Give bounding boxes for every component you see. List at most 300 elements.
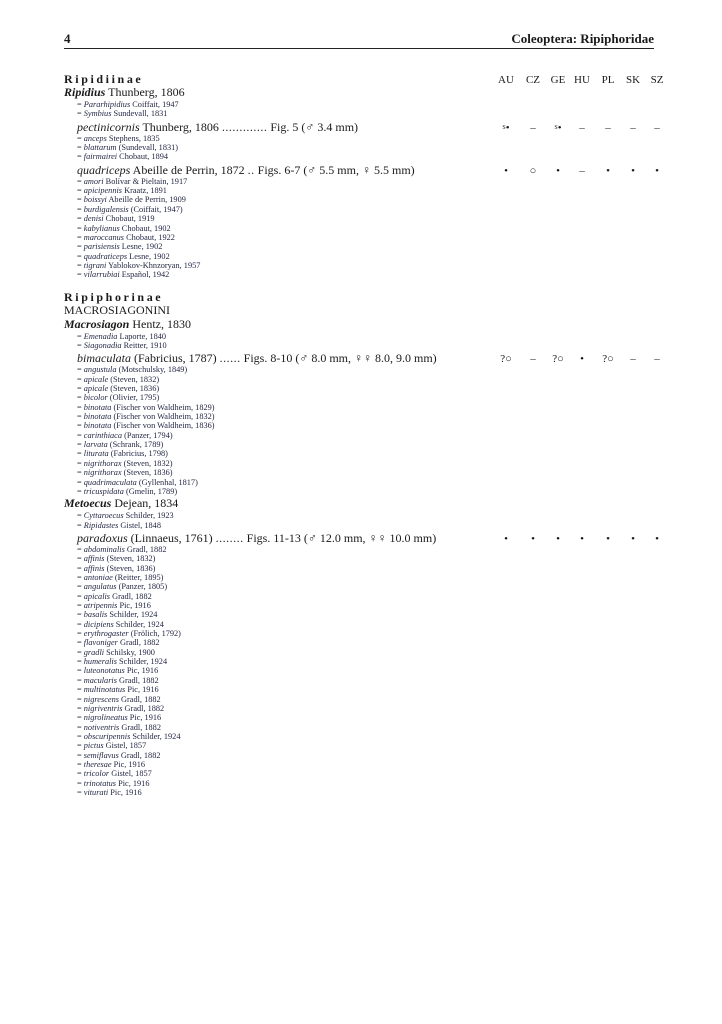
synonym-name: Ripidastes bbox=[83, 520, 119, 530]
synonym-author: Pic, 1916 bbox=[125, 685, 159, 695]
country-column-header: SZ bbox=[650, 74, 664, 86]
synonym-name: apicipennis bbox=[83, 186, 123, 196]
distribution-cell: – bbox=[579, 121, 585, 134]
synonym-marker: = bbox=[77, 214, 84, 224]
genus-name: Ripidius bbox=[64, 85, 106, 99]
species-synonym bbox=[77, 573, 163, 582]
header-rule bbox=[64, 48, 654, 49]
synonym-marker: = bbox=[77, 722, 84, 732]
synonym-marker: = bbox=[77, 340, 84, 350]
distribution-cell: • bbox=[556, 532, 560, 545]
country-column-header: GE bbox=[550, 74, 566, 86]
species-synonym bbox=[77, 760, 145, 769]
synonym-marker: = bbox=[77, 741, 84, 751]
synonym-marker: = bbox=[77, 750, 84, 760]
synonym-author: (Motschulsky, 1849) bbox=[116, 365, 188, 375]
synonym-name: theresae bbox=[83, 759, 112, 769]
synonym-marker: = bbox=[77, 260, 84, 270]
species-synonym bbox=[77, 592, 152, 601]
distribution-cell: – bbox=[530, 121, 536, 134]
synonym-marker: = bbox=[77, 232, 84, 242]
species-synonym bbox=[77, 478, 198, 487]
species-synonym bbox=[77, 205, 183, 214]
genus-heading bbox=[64, 317, 191, 332]
genus-synonym bbox=[77, 109, 167, 118]
synonym-marker: = bbox=[77, 143, 84, 153]
species-synonym bbox=[77, 412, 215, 421]
synonym-marker: = bbox=[77, 133, 84, 143]
synonym-name: nigrithorax bbox=[83, 458, 122, 468]
synonym-marker: = bbox=[77, 100, 84, 109]
distribution-cell: • bbox=[655, 164, 659, 177]
synonym-name: notiventris bbox=[83, 722, 120, 732]
synonym-marker: = bbox=[77, 610, 84, 620]
distribution-cell: – bbox=[654, 121, 660, 134]
country-column-header: PL bbox=[601, 74, 615, 86]
species-synonym bbox=[77, 440, 163, 449]
species-synonym bbox=[77, 732, 180, 741]
synonym-author: Laporte, 1840 bbox=[117, 331, 167, 341]
genus-heading bbox=[64, 85, 185, 100]
synonym-author: (Steven, 1836) bbox=[121, 468, 173, 478]
synonym-marker: = bbox=[77, 486, 84, 496]
species-synonym bbox=[77, 601, 151, 610]
synonym-marker: = bbox=[77, 458, 84, 468]
tribe-heading: MACROSIAGONINI bbox=[64, 302, 171, 317]
synonym-author: (Steven, 1832) bbox=[108, 374, 160, 384]
synonym-name: angustula bbox=[83, 365, 117, 375]
country-column-header: CZ bbox=[525, 74, 541, 86]
synonym-name: viturati bbox=[83, 788, 109, 797]
distribution-cell: – bbox=[630, 121, 636, 134]
page-number: 4 bbox=[64, 31, 71, 46]
synonym-author: (Reitter, 1895) bbox=[112, 572, 164, 582]
synonym-marker: = bbox=[77, 374, 84, 384]
synonym-author: Pic, 1916 bbox=[124, 666, 159, 676]
species-synonym bbox=[77, 242, 162, 251]
species-author: Abeille de Perrin, 1872 bbox=[130, 162, 248, 177]
synonym-marker: = bbox=[77, 477, 84, 487]
species-synonym bbox=[77, 779, 149, 788]
synonym-author: (Olivier, 1795) bbox=[107, 393, 160, 403]
species-synonym bbox=[77, 431, 173, 440]
distribution-cell: ?○ bbox=[602, 353, 614, 366]
species-synonym bbox=[77, 270, 169, 279]
synonym-author: Chobaut, 1894 bbox=[117, 152, 169, 162]
synonym-marker: = bbox=[77, 544, 84, 554]
synonym-name: liturata bbox=[83, 449, 109, 459]
distribution-cell: • bbox=[655, 532, 659, 545]
synonym-name: vilarrubiai bbox=[83, 270, 120, 280]
synonym-name: erythrogaster bbox=[83, 629, 129, 639]
synonym-marker: = bbox=[77, 769, 84, 779]
synonym-name: apicalis bbox=[83, 591, 111, 601]
distribution-cell: ○ bbox=[529, 164, 537, 177]
synonym-author: Pic, 1916 bbox=[108, 788, 142, 797]
synonym-name: apicale bbox=[83, 384, 109, 393]
species-synonym bbox=[77, 143, 178, 152]
page-header-title: Coleoptera: Ripiphoridae bbox=[511, 31, 654, 46]
species-synonym bbox=[77, 685, 159, 694]
species-author: (Linnaeus, 1761) bbox=[127, 530, 216, 545]
distribution-cell: • bbox=[631, 164, 635, 177]
species-synonym bbox=[77, 468, 173, 477]
synonym-marker: = bbox=[77, 703, 84, 713]
synonym-name: maroccanus bbox=[83, 232, 125, 242]
synonym-author: (Fischer von Waldheim, 1829) bbox=[111, 402, 215, 412]
synonym-name: basalis bbox=[83, 610, 108, 620]
synonym-marker: = bbox=[77, 393, 84, 403]
synonym-author: Schilder, 1924 bbox=[116, 657, 168, 667]
genus-synonym bbox=[77, 511, 174, 520]
distribution-cell: ?○ bbox=[500, 353, 512, 366]
synonym-marker: = bbox=[77, 675, 84, 685]
synonym-marker: = bbox=[77, 384, 84, 393]
species-entry bbox=[77, 163, 415, 178]
country-column-header: HU bbox=[574, 74, 590, 86]
species-synonym bbox=[77, 741, 146, 750]
synonym-name: carinthiaca bbox=[83, 430, 123, 440]
synonym-name: fairmairei bbox=[83, 152, 118, 162]
synonym-author: (Gyllenhal, 1817) bbox=[136, 477, 198, 487]
synonym-marker: = bbox=[77, 657, 84, 667]
species-synonym bbox=[77, 713, 161, 722]
synonym-author: (Schrank, 1789) bbox=[107, 440, 164, 450]
synonym-name: trinotatus bbox=[83, 778, 117, 788]
species-synonym bbox=[77, 545, 167, 554]
synonym-name: nigrithorax bbox=[83, 468, 122, 478]
synonym-name: Emenadia bbox=[83, 331, 118, 341]
distribution-cell: $^S$• bbox=[502, 121, 510, 134]
synonym-name: kabylianus bbox=[83, 223, 120, 233]
species-name: paradoxus bbox=[77, 530, 128, 545]
figure-reference: Figs. 8-10 (♂ 8.0 mm, ♀♀ 8.0, 9.0 mm) bbox=[240, 351, 437, 366]
synonym-author: Pic, 1916 bbox=[116, 778, 150, 788]
synonym-author: Gradl, 1882 bbox=[116, 675, 159, 685]
species-synonym bbox=[77, 788, 142, 797]
synonym-name: flavoniger bbox=[83, 638, 118, 648]
synonym-marker: = bbox=[77, 619, 84, 629]
synonym-marker: = bbox=[77, 638, 84, 648]
synonym-marker: = bbox=[77, 666, 84, 676]
synonym-marker: = bbox=[77, 402, 84, 412]
distribution-cell: • bbox=[504, 164, 508, 177]
synonym-name: quadrimaculata bbox=[83, 477, 137, 487]
figure-reference: Fig. 5 (♂ 3.4 mm) bbox=[267, 119, 359, 134]
synonym-author: (Fabricius, 1798) bbox=[108, 449, 168, 459]
country-column-header: AU bbox=[498, 74, 514, 86]
species-synonym bbox=[77, 648, 155, 657]
synonym-marker: = bbox=[77, 176, 84, 186]
synonym-author: Kraatz, 1891 bbox=[122, 186, 167, 196]
species-synonym bbox=[77, 554, 155, 563]
distribution-cell: • bbox=[606, 532, 610, 545]
synonym-marker: = bbox=[77, 421, 84, 431]
species-name: quadriceps bbox=[77, 162, 131, 177]
synonym-name: affinis bbox=[83, 563, 105, 573]
species-synonym bbox=[77, 375, 159, 384]
synonym-author: (Steven, 1832) bbox=[121, 458, 173, 468]
synonym-author: Chobaut, 1922 bbox=[124, 232, 175, 242]
leader-dots: ........ bbox=[215, 530, 244, 545]
species-synonym bbox=[77, 195, 186, 204]
species-synonym bbox=[77, 177, 187, 186]
synonym-author: Gradl, 1882 bbox=[122, 703, 165, 713]
species-synonym bbox=[77, 393, 159, 402]
synonym-marker: = bbox=[77, 591, 84, 601]
distribution-cell: – bbox=[579, 164, 585, 177]
synonym-name: affinis bbox=[83, 554, 105, 564]
synonym-author: (Steven, 1832) bbox=[104, 554, 156, 564]
synonym-marker: = bbox=[77, 195, 84, 205]
synonym-name: amori bbox=[83, 176, 104, 186]
synonym-name: boissyi bbox=[83, 195, 107, 205]
distribution-cell: – bbox=[530, 353, 536, 366]
species-synonym bbox=[77, 638, 160, 647]
distribution-cell: – bbox=[605, 121, 611, 134]
synonym-marker: = bbox=[77, 511, 84, 521]
synonym-name: Pararhipidius bbox=[83, 100, 131, 109]
synonym-name: abdominalis bbox=[83, 544, 125, 554]
synonym-author: Gistel, 1848 bbox=[118, 520, 161, 530]
synonym-marker: = bbox=[77, 685, 84, 695]
synonym-marker: = bbox=[77, 204, 84, 214]
genus-name: Macrosiagon bbox=[64, 316, 130, 331]
synonym-marker: = bbox=[77, 601, 84, 610]
subfamily-heading: Ripidiinae bbox=[64, 72, 144, 86]
synonym-author: Gradl, 1882 bbox=[117, 638, 160, 648]
genus-synonym bbox=[77, 521, 161, 530]
species-name: pectinicornis bbox=[77, 119, 140, 134]
species-synonym bbox=[77, 252, 170, 261]
synonym-author: Chobaut, 1902 bbox=[119, 223, 171, 233]
synonym-marker: = bbox=[77, 270, 84, 280]
synonym-author: Lesne, 1902 bbox=[119, 242, 163, 252]
synonym-marker: = bbox=[77, 788, 84, 797]
synonym-author: Pic, 1916 bbox=[111, 759, 145, 769]
synonym-marker: = bbox=[77, 449, 84, 459]
species-synonym bbox=[77, 769, 152, 778]
figure-reference: Figs. 6-7 (♂ 5.5 mm, ♀ 5.5 mm) bbox=[254, 162, 415, 177]
synonym-name: Siagonadia bbox=[83, 340, 122, 350]
synonym-name: humeralis bbox=[83, 657, 117, 667]
synonym-marker: = bbox=[77, 223, 84, 233]
synonym-author: Schilsky, 1900 bbox=[104, 647, 155, 657]
species-entry bbox=[77, 351, 437, 366]
synonym-name: Cyttaroecus bbox=[83, 511, 124, 521]
synonym-author: Gradl, 1882 bbox=[118, 750, 161, 760]
synonym-author: Gradl, 1882 bbox=[124, 544, 167, 554]
genus-author: Thunberg, 1806 bbox=[105, 85, 185, 99]
synonym-marker: = bbox=[77, 713, 84, 723]
synonym-author: Pic, 1916 bbox=[127, 713, 162, 723]
distribution-cell: • bbox=[504, 532, 508, 545]
distribution-cell: • bbox=[580, 532, 584, 545]
genus-synonym bbox=[77, 332, 166, 341]
synonym-author: Yablokov-Khnzoryan, 1957 bbox=[106, 260, 201, 270]
synonym-name: anceps bbox=[83, 133, 107, 143]
genus-heading bbox=[64, 496, 178, 511]
synonym-name: binotata bbox=[83, 402, 112, 412]
synonym-name: parisiensis bbox=[83, 242, 120, 252]
distribution-cell: • bbox=[556, 164, 560, 177]
species-synonym bbox=[77, 666, 158, 675]
distribution-cell: • bbox=[580, 353, 584, 366]
synonym-author: Chobaut, 1919 bbox=[103, 214, 155, 224]
synonym-marker: = bbox=[77, 186, 84, 196]
synonym-name: quadraticeps bbox=[83, 251, 128, 261]
synonym-name: nigrescens bbox=[83, 694, 119, 704]
synonym-name: binotata bbox=[83, 421, 112, 431]
synonym-name: nigrolineatus bbox=[83, 713, 128, 723]
synonym-author: Reitter, 1910 bbox=[121, 340, 167, 350]
synonym-name: dicipiens bbox=[83, 619, 114, 629]
leader-dots: ............. bbox=[221, 119, 268, 134]
synonym-name: Symbius bbox=[83, 109, 112, 119]
species-synonym bbox=[77, 657, 167, 666]
synonym-name: burdigalensis bbox=[83, 204, 129, 214]
synonym-marker: = bbox=[77, 109, 84, 119]
synonym-author: (Sundevall, 1831) bbox=[116, 143, 179, 153]
species-synonym bbox=[77, 704, 164, 713]
species-author: Thunberg, 1806 bbox=[139, 119, 222, 134]
species-synonym bbox=[77, 629, 181, 638]
synonym-marker: = bbox=[77, 731, 84, 741]
synonym-author: (Frölich, 1792) bbox=[128, 629, 181, 639]
genus-author: Hentz, 1830 bbox=[129, 316, 191, 331]
country-column-header: SK bbox=[625, 74, 641, 86]
species-synonym bbox=[77, 261, 200, 270]
species-entry bbox=[77, 531, 436, 546]
distribution-cell: $^S$• bbox=[554, 121, 562, 134]
synonym-author: Schilder, 1924 bbox=[113, 619, 164, 629]
synonym-author: (Steven, 1836) bbox=[108, 384, 160, 393]
synonym-author: Coiffait, 1947 bbox=[130, 100, 179, 109]
species-synonym bbox=[77, 459, 173, 468]
species-synonym bbox=[77, 233, 175, 242]
distribution-cell: – bbox=[630, 353, 636, 366]
species-synonym bbox=[77, 564, 155, 573]
synonym-name: blattarum bbox=[83, 143, 117, 153]
synonym-marker: = bbox=[77, 520, 84, 530]
synonym-name: macularis bbox=[83, 675, 117, 685]
species-author: (Fabricius, 1787) bbox=[131, 351, 220, 366]
species-entry bbox=[77, 120, 358, 135]
synonym-author: Español, 1942 bbox=[119, 270, 170, 280]
species-synonym bbox=[77, 449, 168, 458]
synonym-name: tricolor bbox=[83, 769, 110, 779]
synonym-author: (Fischer von Waldheim, 1832) bbox=[111, 412, 215, 422]
synonym-author: (Gmelin, 1789) bbox=[123, 486, 178, 496]
synonym-author: Bolívar & Pieltain, 1917 bbox=[103, 176, 188, 186]
synonym-marker: = bbox=[77, 572, 84, 582]
species-synonym bbox=[77, 214, 155, 223]
synonym-marker: = bbox=[77, 251, 84, 261]
species-synonym bbox=[77, 421, 215, 430]
species-synonym bbox=[77, 365, 187, 374]
genus-synonym bbox=[77, 341, 167, 350]
synonym-marker: = bbox=[77, 468, 84, 478]
species-synonym bbox=[77, 751, 161, 760]
synonym-marker: = bbox=[77, 554, 84, 564]
species-synonym bbox=[77, 620, 164, 629]
species-synonym bbox=[77, 224, 171, 233]
species-synonym bbox=[77, 384, 159, 393]
species-synonym bbox=[77, 723, 161, 732]
synonym-author: Pic, 1916 bbox=[117, 601, 151, 610]
synonym-name: bicolor bbox=[83, 393, 108, 403]
synonym-marker: = bbox=[77, 647, 84, 657]
species-name: bimaculata bbox=[77, 351, 131, 366]
synonym-marker: = bbox=[77, 430, 84, 440]
leader-dots: .. bbox=[247, 162, 255, 177]
synonym-author: Lesne, 1902 bbox=[127, 251, 170, 261]
synonym-name: binotata bbox=[83, 412, 112, 422]
synonym-author: (Panzer, 1805) bbox=[116, 582, 168, 592]
synonym-name: gradli bbox=[83, 647, 105, 657]
synonym-marker: = bbox=[77, 440, 84, 450]
synonym-marker: = bbox=[77, 582, 84, 592]
synonym-author: (Panzer, 1794) bbox=[122, 430, 173, 440]
species-synonym bbox=[77, 695, 161, 704]
species-synonym bbox=[77, 152, 168, 161]
synonym-marker: = bbox=[77, 152, 84, 162]
synonym-marker: = bbox=[77, 242, 84, 252]
synonym-author: Sundevall, 1831 bbox=[111, 109, 168, 119]
species-synonym bbox=[77, 676, 159, 685]
synonym-name: angulatus bbox=[83, 582, 117, 592]
genus-synonym bbox=[77, 100, 179, 109]
synonym-name: atripennis bbox=[83, 601, 118, 610]
synonym-name: obscuripennis bbox=[83, 731, 131, 741]
distribution-cell: ?○ bbox=[552, 353, 564, 366]
synonym-marker: = bbox=[77, 365, 84, 375]
genus-name: Metoecus bbox=[64, 496, 112, 511]
synonym-author: Gradl, 1882 bbox=[118, 694, 161, 704]
synonym-author: Stephens, 1835 bbox=[106, 133, 160, 143]
species-synonym bbox=[77, 487, 177, 496]
synonym-name: antoniae bbox=[83, 572, 113, 582]
leader-dots: ...... bbox=[219, 351, 241, 366]
synonym-name: pictus bbox=[83, 741, 104, 751]
synonym-author: Gradl, 1882 bbox=[110, 591, 152, 601]
synonym-author: Gistel, 1857 bbox=[109, 769, 152, 779]
distribution-cell: • bbox=[631, 532, 635, 545]
synonym-name: apicale bbox=[83, 374, 109, 384]
synonym-author: Schilder, 1924 bbox=[107, 610, 158, 620]
distribution-cell: • bbox=[531, 532, 535, 545]
synonym-author: Gradl, 1882 bbox=[119, 722, 161, 732]
synonym-name: larvata bbox=[83, 440, 108, 450]
genus-author: Dejean, 1834 bbox=[111, 496, 179, 511]
synonym-author: (Fischer von Waldheim, 1836) bbox=[111, 421, 215, 431]
species-synonym bbox=[77, 610, 157, 619]
distribution-cell: – bbox=[654, 353, 660, 366]
synonym-author: Schilder, 1923 bbox=[123, 511, 174, 521]
synonym-author: (Steven, 1836) bbox=[104, 563, 156, 573]
synonym-marker: = bbox=[77, 778, 84, 788]
synonym-name: multinotatus bbox=[83, 685, 126, 695]
synonym-marker: = bbox=[77, 759, 84, 769]
synonym-name: nigriventris bbox=[83, 703, 123, 713]
synonym-name: semiflavus bbox=[83, 750, 119, 760]
synonym-name: denisi bbox=[83, 214, 104, 224]
synonym-marker: = bbox=[77, 412, 84, 422]
synonym-marker: = bbox=[77, 563, 84, 573]
species-synonym bbox=[77, 403, 215, 412]
synonym-author: Abeille de Perrin, 1909 bbox=[106, 195, 186, 205]
subfamily-heading: Ripiphorinae bbox=[64, 289, 164, 304]
